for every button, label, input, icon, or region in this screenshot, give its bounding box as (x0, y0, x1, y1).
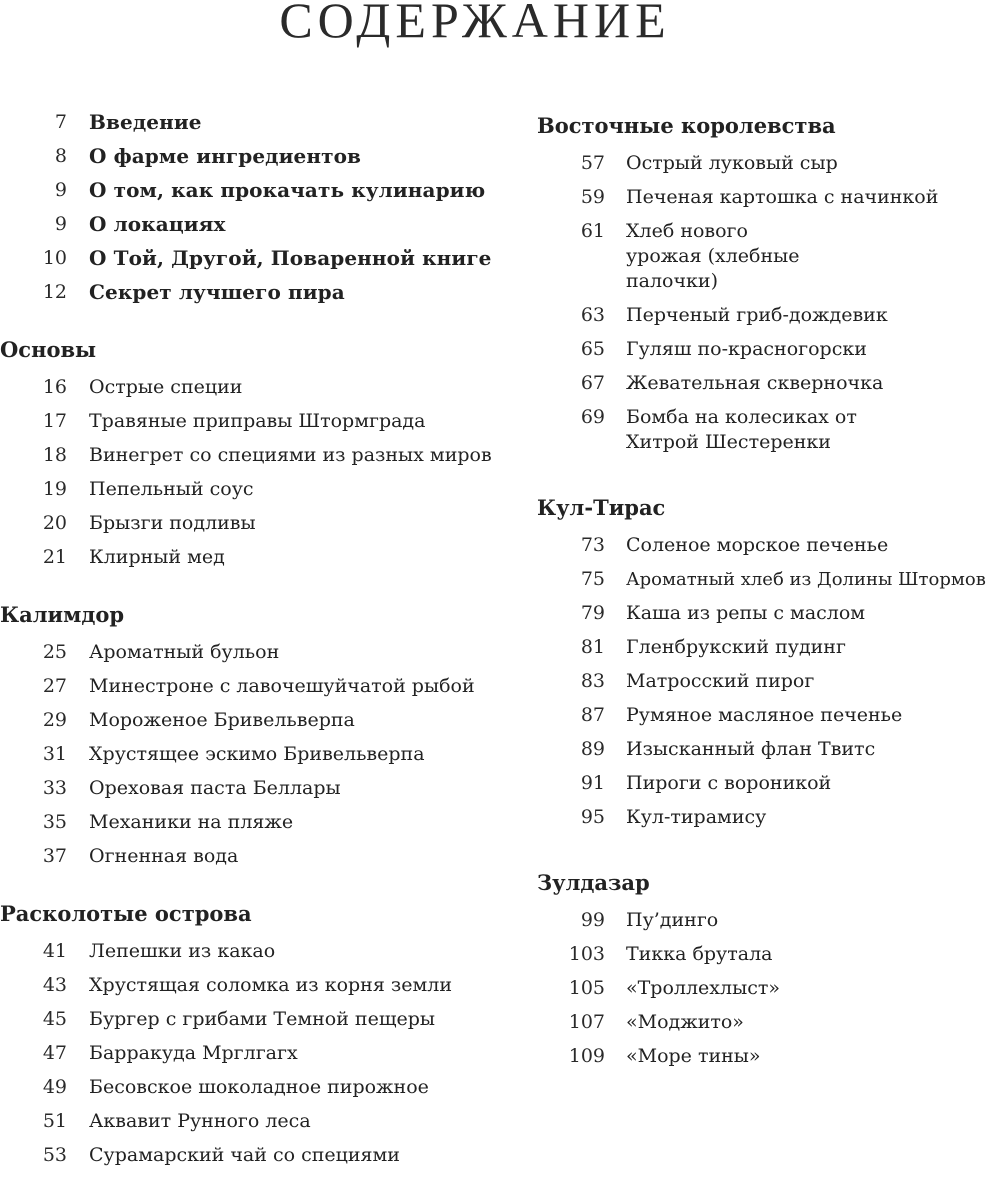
entry-label: О Той, Другой, Поваренной книге (89, 246, 492, 270)
entry-label: О локациях (89, 212, 226, 236)
entry-label: Румяное масляное печенье (626, 704, 903, 726)
entry-label: О том, как прокачать кулинарию (89, 178, 486, 202)
page-number: 73 (580, 534, 605, 556)
entry-label: О фарме ингредиентов (89, 144, 362, 168)
entry-label: Хрустящая соломка из корня земли (89, 974, 452, 996)
toc-entry[interactable] (0, 776, 520, 801)
entry-label: Кул-тирамису (626, 806, 767, 828)
entry-label: Травяные приправы Штормграда (89, 410, 426, 432)
toc-entry[interactable] (537, 337, 995, 362)
section-list-osnovy (0, 375, 520, 570)
toc-entry[interactable] (537, 219, 995, 294)
page-number: 25 (42, 641, 67, 663)
page-number: 91 (580, 772, 605, 794)
page-number: 12 (42, 281, 67, 303)
page-number: 16 (42, 376, 67, 398)
toc-left-column (0, 110, 520, 1177)
entry-label: Аквавит Рунного леса (89, 1110, 311, 1132)
toc-entry[interactable] (0, 212, 520, 237)
page-number: 7 (54, 111, 67, 133)
toc-entry[interactable] (537, 703, 995, 728)
page-number: 69 (580, 406, 605, 428)
toc-entry[interactable] (0, 674, 520, 699)
entry-label: Перченый гриб-дождевик (626, 304, 888, 326)
page-number: 63 (580, 304, 605, 326)
entry-label: Каша из репы с маслом (626, 602, 866, 624)
entry-label: Клирный мед (89, 546, 225, 568)
page-number: 81 (580, 636, 605, 658)
entry-label: Бомба на колесиках от Хитрой Шестеренки (626, 406, 857, 453)
entry-label: Мороженое Бривельверпа (89, 709, 355, 731)
entry-label: Механики на пляже (89, 811, 294, 833)
page-number: 19 (42, 478, 67, 500)
toc-entry[interactable] (537, 151, 995, 176)
toc-entry[interactable] (0, 640, 520, 665)
page-number: 41 (42, 940, 67, 962)
toc-entry[interactable] (537, 567, 995, 592)
section-list-vostochnye (537, 151, 995, 455)
page-number: 61 (580, 220, 605, 242)
toc-entry[interactable] (0, 246, 520, 271)
intro-list (0, 110, 520, 305)
entry-label: Тикка брутала (626, 943, 773, 965)
page-number: 8 (54, 145, 67, 167)
page-number: 75 (580, 568, 605, 590)
toc-entry[interactable] (0, 443, 520, 468)
toc-entry[interactable] (0, 477, 520, 502)
section-list-kalimdor (0, 640, 520, 869)
toc-entry[interactable] (0, 1109, 520, 1134)
entry-label: Бесовское шоколадное пирожное (89, 1076, 429, 1098)
page-number: 109 (568, 1045, 605, 1067)
toc-entry[interactable] (537, 185, 995, 210)
toc-entry[interactable] (537, 805, 995, 830)
entry-label: Гленбрукский пудинг (626, 636, 846, 658)
toc-entry[interactable] (0, 844, 520, 869)
section-title-osnovy: Основы (0, 337, 97, 362)
entry-label: Соленое морское печенье (626, 534, 889, 556)
page-number: 29 (42, 709, 67, 731)
page-number: 51 (42, 1110, 67, 1132)
page-number: 53 (42, 1144, 67, 1166)
toc-entry[interactable] (537, 771, 995, 796)
toc-entry[interactable] (0, 375, 520, 400)
entry-label: Гуляш по-красногорски (626, 338, 867, 360)
toc-entry[interactable] (537, 1010, 995, 1035)
toc-entry[interactable] (0, 280, 520, 305)
toc-entry[interactable] (537, 1044, 995, 1069)
page-number: 99 (580, 909, 605, 931)
page-number: 18 (42, 444, 67, 466)
page-number: 95 (580, 806, 605, 828)
entry-label: Лепешки из какао (89, 940, 276, 962)
entry-label: Бургер с грибами Темной пещеры (89, 1008, 436, 1030)
page-number: 65 (580, 338, 605, 360)
entry-label: Винегрет со специями из разных миров (89, 444, 492, 466)
entry-label: Ореховая паста Беллары (89, 777, 341, 799)
toc-entry[interactable] (0, 110, 520, 135)
toc-entry[interactable] (537, 601, 995, 626)
page-number: 31 (42, 743, 67, 765)
entry-label: Огненная вода (89, 845, 239, 867)
toc-entry[interactable] (537, 371, 995, 396)
page-number: 45 (42, 1008, 67, 1030)
toc-entry[interactable] (537, 635, 995, 660)
page-number: 37 (42, 845, 67, 867)
entry-label: Сурамарский чай со специями (89, 1144, 400, 1166)
section-list-raskolotye (0, 939, 520, 1168)
section-list-zuldazar (537, 908, 995, 1069)
page-number: 57 (580, 152, 605, 174)
entry-label: Пироги с вороникой (626, 772, 832, 794)
entry-label: Брызги подливы (89, 512, 256, 534)
section-title-vostochnye: Восточные королевства (537, 113, 836, 138)
page-number: 107 (568, 1011, 605, 1033)
entry-label: Пепельный соус (89, 478, 254, 500)
toc-entry[interactable] (0, 545, 520, 570)
toc-entry[interactable] (0, 810, 520, 835)
entry-label: «Море тины» (626, 1045, 761, 1067)
page-number: 17 (42, 410, 67, 432)
entry-label: Минестроне с лавочешуйчатой рыбой (89, 675, 475, 697)
toc-entry[interactable] (537, 405, 995, 455)
toc-entry[interactable] (537, 737, 995, 762)
toc-entry[interactable] (537, 669, 995, 694)
entry-label: Матросский пирог (626, 670, 815, 692)
toc-entry[interactable] (0, 708, 520, 733)
entry-label: Ароматный бульон (89, 641, 280, 663)
entry-label: Барракуда Мрглгагх (89, 1042, 298, 1064)
entry-label: Ароматный хлеб из Долины Штормов (626, 569, 986, 590)
entry-label: «Троллехлыст» (626, 977, 780, 999)
page-number: 87 (580, 704, 605, 726)
page-number: 105 (568, 977, 605, 999)
page-number: 67 (580, 372, 605, 394)
entry-label: Секрет лучшего пира (89, 280, 345, 304)
toc-entry[interactable] (0, 511, 520, 536)
page-number: 35 (42, 811, 67, 833)
page-number: 47 (42, 1042, 67, 1064)
toc-entry[interactable] (0, 1143, 520, 1168)
toc-entry[interactable] (0, 742, 520, 767)
toc-entry[interactable] (0, 144, 520, 169)
toc-entry[interactable] (0, 939, 520, 964)
toc-entry[interactable] (0, 1075, 520, 1100)
entry-label: Печеная картошка с начинкой (626, 186, 939, 208)
entry-label: Хлеб нового урожая (хлебные палочки) (626, 220, 800, 292)
page-number: 103 (568, 943, 605, 965)
toc-entry[interactable] (0, 973, 520, 998)
entry-label: Жевательная скверночка (626, 372, 884, 394)
toc-entry[interactable] (0, 178, 520, 203)
page-title: СОДЕРЖАНИЕ (279, 0, 671, 48)
page-number: 59 (580, 186, 605, 208)
toc-entry[interactable] (0, 1041, 520, 1066)
toc-entry[interactable] (0, 1007, 520, 1032)
entry-label: Хрустящее эскимо Бривельверпа (89, 743, 425, 765)
entry-label: Острые специи (89, 376, 243, 398)
entry-label: Пу’динго (626, 909, 719, 931)
section-title-kul-tiras: Кул-Тирас (537, 495, 666, 520)
page-number: 83 (580, 670, 605, 692)
page-number: 9 (54, 179, 67, 201)
page-number: 20 (42, 512, 67, 534)
page-number: 9 (54, 213, 67, 235)
entry-label: Острый луковый сыр (626, 152, 838, 174)
page-number: 10 (42, 247, 67, 269)
toc-entry[interactable] (0, 409, 520, 434)
section-title-kalimdor: Калимдор (0, 602, 125, 627)
page-number: 49 (42, 1076, 67, 1098)
toc-entry[interactable] (537, 976, 995, 1001)
section-title-raskolotye: Расколотые острова (0, 901, 252, 926)
entry-label: Изысканный флан Твитс (626, 738, 876, 760)
toc-entry[interactable] (537, 533, 995, 558)
section-title-zuldazar: Зулдазар (537, 870, 650, 895)
entry-label: «Моджито» (626, 1011, 744, 1033)
page-number: 89 (580, 738, 605, 760)
toc-entry[interactable] (537, 303, 995, 328)
toc-entry[interactable] (537, 942, 995, 967)
entry-label: Введение (89, 110, 202, 134)
page-number: 21 (42, 546, 67, 568)
section-list-kul-tiras (537, 533, 995, 830)
toc-entry[interactable] (537, 908, 995, 933)
page-number: 79 (580, 602, 605, 624)
page-number: 43 (42, 974, 67, 996)
page-number: 33 (42, 777, 67, 799)
page-number: 27 (42, 675, 67, 697)
toc-right-column (537, 110, 995, 1078)
